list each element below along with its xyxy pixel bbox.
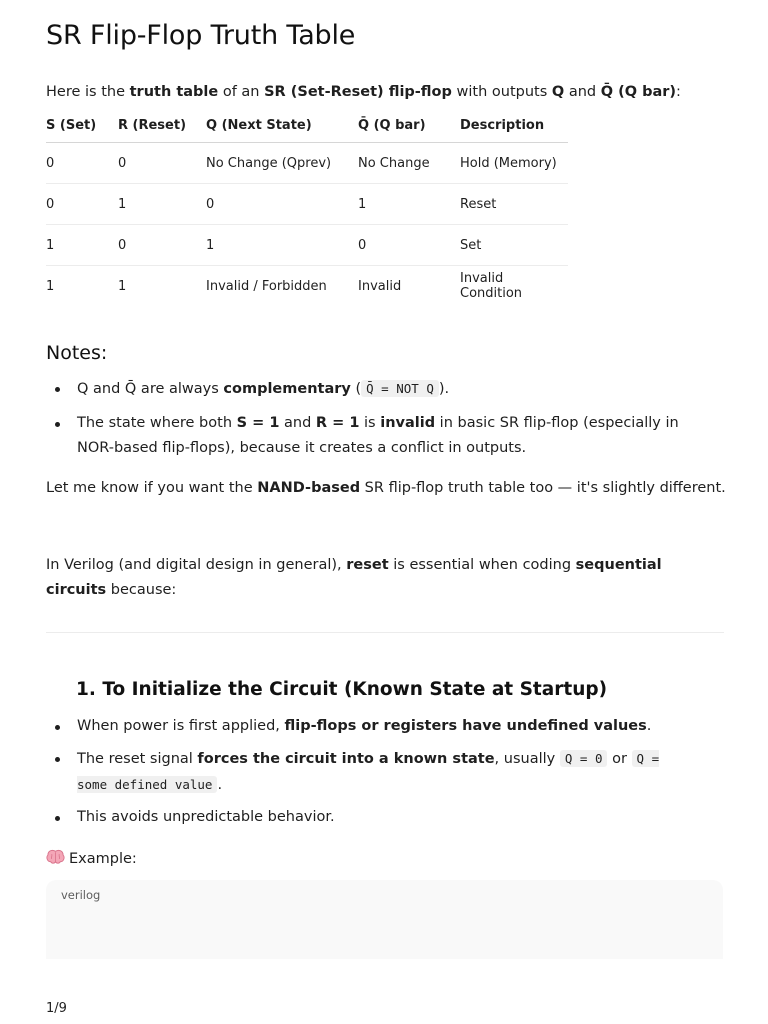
column-header: Q (Next State) <box>206 108 358 143</box>
column-header: Description <box>460 108 568 143</box>
inline-code: Q̄ = NOT Q <box>361 380 439 397</box>
notes-heading: Notes: <box>46 342 108 364</box>
column-header: S (Set) <box>46 108 118 143</box>
list-item: Q and Q̄ are always complementary ( Q̄ = NOT Q ). <box>46 376 706 402</box>
table-header-row <box>46 108 568 143</box>
table-cell: 0 <box>358 225 460 266</box>
table-cell: 0 <box>206 184 358 225</box>
table-cell: Invalid Condition <box>460 271 523 301</box>
table-row <box>46 266 568 307</box>
table-row <box>46 184 568 225</box>
table-cell: Hold (Memory) <box>460 143 568 184</box>
list-item: When power is first applied, flip-flops or registers have undefined values. <box>46 714 696 739</box>
inline-code: Q = 0 <box>560 750 608 767</box>
table-cell: Set <box>460 225 568 266</box>
list-item: This avoids unpredictable behavior. <box>46 805 696 830</box>
section-heading: 1. To Initialize the Circuit (Known State at Startup) <box>76 679 608 700</box>
followup-paragraph: Let me know if you want the NAND-based SR flip-flop truth table too — it's slightly different. <box>46 480 726 496</box>
table-cell: 1 <box>118 184 206 225</box>
table-cell: No Change <box>358 143 460 184</box>
table-cell: Invalid / Forbidden <box>206 278 327 294</box>
table-cell: 0 <box>118 143 206 184</box>
table-cell: 0 <box>46 143 118 184</box>
section-divider <box>46 632 724 633</box>
table-cell: 1 <box>358 184 460 225</box>
column-header: R (Reset) <box>118 108 206 143</box>
table-row <box>46 225 568 266</box>
code-block[interactable] <box>46 880 723 959</box>
list-item: The reset signal forces the circuit into a known state, usually Q = 0 or Q = some defined value . <box>46 746 696 798</box>
code-language-label: verilog <box>61 888 101 902</box>
notes-list <box>46 376 706 470</box>
page-title: SR Flip-Flop Truth Table <box>46 20 356 51</box>
intro-paragraph: Here is the truth table of an SR (Set-Reset) flip-flop with outputs Q and Q̄ (Q bar): <box>46 84 681 100</box>
table-row <box>46 143 568 184</box>
truth-table <box>46 108 568 306</box>
brain-icon <box>46 849 65 865</box>
page-number: 1/9 <box>46 1001 67 1016</box>
table-cell: Reset <box>460 184 568 225</box>
table-cell: 0 <box>46 184 118 225</box>
table-cell: 0 <box>118 225 206 266</box>
table-cell: No Change (Qprev) <box>206 143 358 184</box>
table-cell: 1 <box>46 278 55 294</box>
table-cell: 1 <box>206 225 358 266</box>
example-label: Example: <box>46 848 137 870</box>
inline-code: Q = some defined value <box>77 751 660 792</box>
table-cell: 1 <box>46 225 118 266</box>
table-cell: Invalid <box>358 278 402 294</box>
list-item: The state where both S = 1 and R = 1 is invalid in basic SR flip-flop (especially in NOR-based flip-flops), because it creates a conflict in outputs. <box>46 411 706 461</box>
reset-reasons-list <box>46 714 696 837</box>
column-header: Q̄ (Q bar) <box>358 108 460 143</box>
table-cell: 1 <box>118 278 127 294</box>
verilog-intro-paragraph: In Verilog (and digital design in general), reset is essential when coding sequential circuits because: <box>46 557 662 598</box>
